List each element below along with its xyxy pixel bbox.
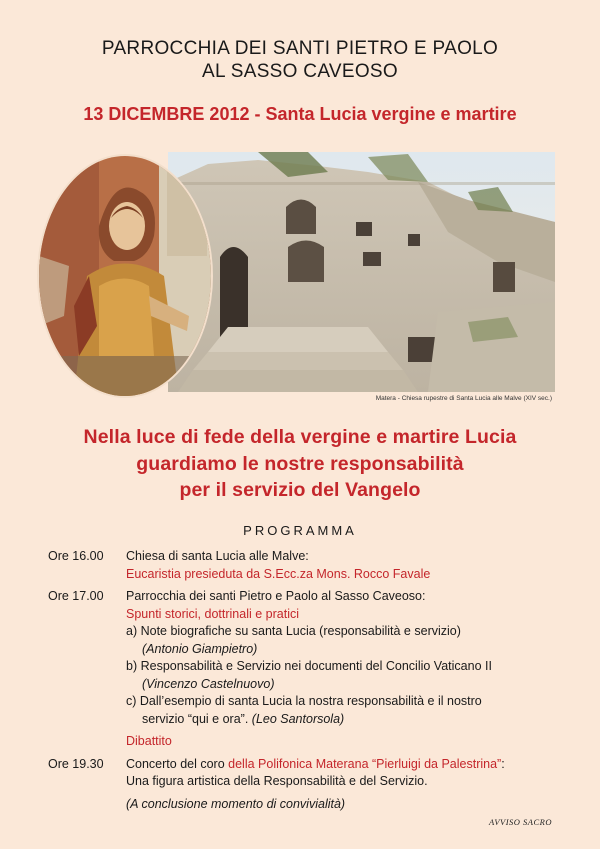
headline-line-2: guardiamo le nostre responsabilità (136, 452, 464, 475)
event-date: 13 DICEMBRE 2012 - Santa Lucia vergine e martire (83, 104, 517, 124)
parish-title (0, 37, 600, 83)
event-1930 (48, 756, 568, 814)
list-item (126, 658, 568, 693)
event-note: (A conclusione momento di convivialità) (126, 796, 346, 811)
fresco-image (39, 156, 211, 396)
title-line-2: AL SASSO CAVEOSO (202, 61, 398, 82)
item-speaker: (Leo Santorsola) (251, 711, 345, 726)
item-speaker: (Antonio Giampietro) (142, 641, 258, 656)
title-line-1: PARROCCHIA DEI SANTI PIETRO E PAOLO (101, 38, 499, 59)
event-time: Ore 19.30 (48, 756, 104, 771)
item-text: a) Note biografiche su santa Lucia (responsabilità e servizio) (126, 624, 461, 638)
event-place: Chiesa di santa Lucia alle Malve: (126, 549, 309, 563)
event-1600 (48, 548, 568, 583)
event-time: Ore 16.00 (48, 549, 104, 563)
item-text: b) Responsabilità e Servizio nei documenti del Concilio Vaticano II (126, 659, 492, 673)
headline-line-3: per il servizio del Vangelo (179, 479, 421, 501)
list-item (126, 623, 568, 658)
avviso-sacro: AVVISO SACRO (489, 817, 552, 827)
event-time: Ore 17.00 (48, 589, 104, 603)
event-detail: Eucaristia presieduta da S.Ecc.za Mons. Rocco Favale (126, 566, 431, 581)
list-item (126, 693, 568, 728)
church-photo (168, 152, 555, 392)
headline (0, 424, 600, 504)
event-lead: Concerto del coro (126, 756, 225, 771)
photo-caption: Matera - Chiesa rupestre di Santa Lucia alle Malve (XIV sec.) (375, 395, 552, 402)
event-colon: : (501, 756, 505, 771)
event-1700 (48, 588, 568, 751)
headline-line-1: Nella luce di fede della vergine e martire Lucia (83, 426, 517, 448)
item-speaker: (Vincenzo Castelnuovo) (142, 676, 275, 691)
event-closing: Dibattito (126, 734, 172, 748)
programme-label: PROGRAMMA (243, 523, 357, 538)
event-line-2: Una figura artistica della Responsabilità e del Servizio. (126, 774, 428, 788)
rock-church-image (168, 152, 555, 392)
item-text-2: servizio “qui e ora”. (142, 711, 249, 726)
event-place: Parrocchia dei santi Pietro e Paolo al Sasso Caveoso: (126, 589, 426, 603)
item-text: c) Dall’esempio di santa Lucia la nostra responsabilità e il nostro (126, 694, 482, 708)
santa-lucia-fresco (39, 156, 211, 396)
event-detail: Spunti storici, dottrinali e pratici (126, 606, 299, 621)
programme-list (48, 548, 568, 813)
choir-name: della Polifonica Materana “Pierluigi da Palestrina” (228, 756, 502, 771)
